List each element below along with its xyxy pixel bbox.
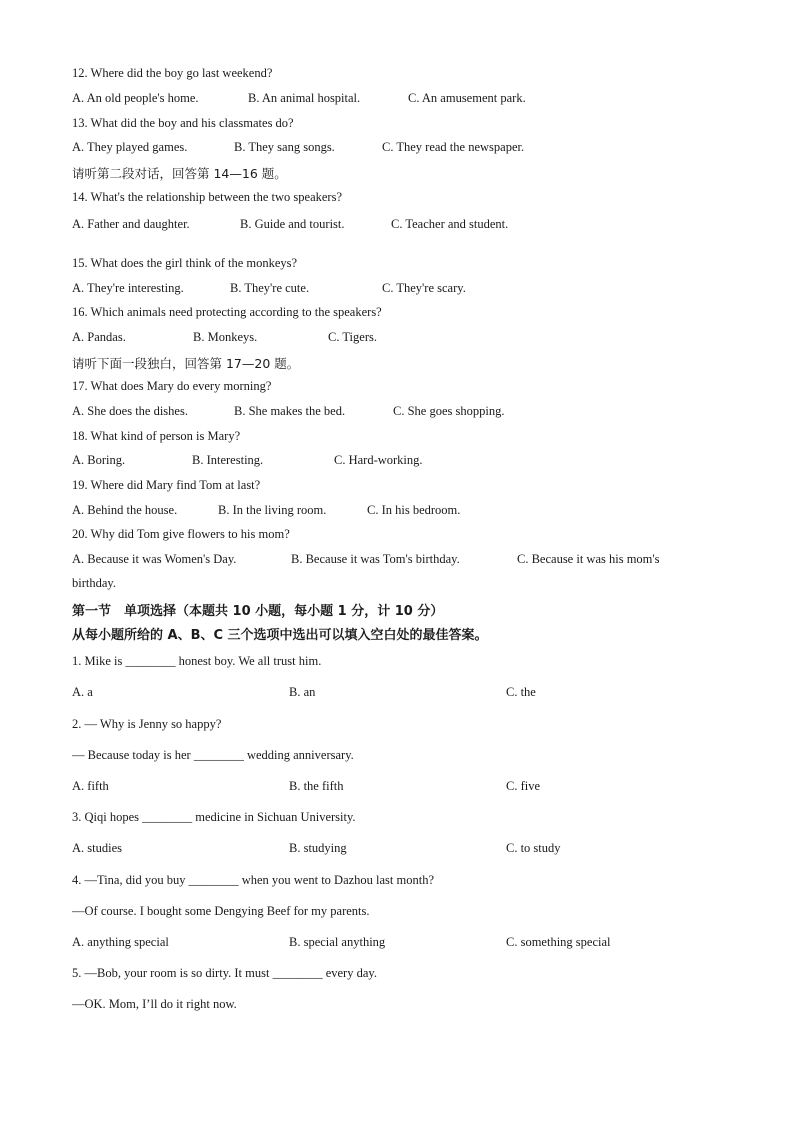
- q15-option-b: B. They're cute.: [230, 281, 310, 295]
- q20-option-b: B. Because it was Tom's birthday.: [291, 552, 460, 566]
- g4-option-b: B. special anything: [289, 935, 386, 949]
- grammar-question-5-reply: —OK. Mom, I’ll do it right now.: [72, 997, 237, 1011]
- q17-option-b: B. She makes the bed.: [234, 404, 346, 418]
- q17-option-a: A. She does the dishes.: [72, 404, 188, 418]
- q14-option-c: C. Teacher and student.: [391, 217, 509, 231]
- g3-option-b: B. studying: [289, 841, 347, 855]
- grammar-question-4-stem: 4. —Tina, did you buy ________ when you went to Dazhou last month?: [72, 873, 435, 887]
- q18-option-c: C. Hard-working.: [334, 453, 423, 467]
- grammar-question-4-reply: —Of course. I bought some Dengying Beef for my parents.: [72, 904, 370, 918]
- grammar-question-5-stem: 5. —Bob, your room is so dirty. It must ________ every day.: [72, 966, 377, 980]
- grammar-question-1-stem: 1. Mike is ________ honest boy. We all trust him.: [72, 654, 322, 668]
- g2-option-a: A. fifth: [72, 779, 109, 793]
- g3-option-a: A. studies: [72, 841, 122, 855]
- g4-option-a: A. anything special: [72, 935, 169, 949]
- g1-option-c: C. the: [506, 685, 536, 699]
- section-2-instruction: 请听第二段对话，回答第 14—16 题。: [72, 166, 287, 181]
- q16-option-b: B. Monkeys.: [193, 330, 258, 344]
- g1-option-b: B. an: [289, 685, 316, 699]
- grammar-question-2-stem: 2. — Why is Jenny so happy?: [72, 717, 222, 731]
- question-12-stem: 12. Where did the boy go last weekend?: [72, 66, 273, 80]
- g2-option-c: C. five: [506, 779, 541, 793]
- q15-option-a: A. They're interesting.: [72, 281, 184, 295]
- question-20-stem: 20. Why did Tom give flowers to his mom?: [72, 527, 290, 541]
- q16-option-a: A. Pandas.: [72, 330, 126, 344]
- q12-option-b: B. An animal hospital.: [248, 91, 361, 105]
- q13-option-a: A. They played games.: [72, 140, 188, 154]
- q13-option-c: C. They read the newspaper.: [382, 140, 525, 154]
- g1-option-a: A. a: [72, 685, 93, 699]
- section-3-instruction: 请听下面一段独白，回答第 17—20 题。: [72, 356, 300, 371]
- question-16-stem: 16. Which animals need protecting according to the speakers?: [72, 305, 382, 319]
- q19-option-c: C. In his bedroom.: [367, 503, 461, 517]
- q19-option-a: A. Behind the house.: [72, 503, 178, 517]
- q20-option-c-continued: birthday.: [72, 576, 116, 590]
- question-17-stem: 17. What does Mary do every morning?: [72, 379, 272, 393]
- g2-option-b: B. the fifth: [289, 779, 344, 793]
- q15-option-c: C. They're scary.: [382, 281, 466, 295]
- question-13-stem: 13. What did the boy and his classmates do?: [72, 116, 294, 130]
- q12-option-a: A. An old people's home.: [72, 91, 199, 105]
- q14-option-b: B. Guide and tourist.: [240, 217, 345, 231]
- q19-option-b: B. In the living room.: [218, 503, 327, 517]
- q17-option-c: C. She goes shopping.: [393, 404, 505, 418]
- q12-option-c: C. An amusement park.: [408, 91, 526, 105]
- g3-option-c: C. to study: [506, 841, 561, 855]
- grammar-question-3-stem: 3. Qiqi hopes ________ medicine in Sichuan University.: [72, 810, 356, 824]
- q20-option-a: A. Because it was Women's Day.: [72, 552, 237, 566]
- section-instruction: 从每小题所给的 A、B、C 三个选项中选出可以填入空白处的最佳答案。: [72, 628, 488, 643]
- q20-option-c: C. Because it was his mom's: [517, 552, 660, 566]
- g4-option-c: C. something special: [506, 935, 611, 949]
- grammar-question-2-reply: — Because today is her ________ wedding anniversary.: [72, 748, 354, 762]
- question-14-stem: 14. What's the relationship between the two speakers?: [72, 190, 342, 204]
- q14-option-a: A. Father and daughter.: [72, 217, 190, 231]
- q13-option-b: B. They sang songs.: [234, 140, 335, 154]
- question-15-stem: 15. What does the girl think of the monkeys?: [72, 256, 298, 270]
- section-title: 第一节 单项选择（本题共 10 小题，每小题 1 分，计 10 分）: [72, 604, 444, 619]
- question-19-stem: 19. Where did Mary find Tom at last?: [72, 478, 261, 492]
- q16-option-c: C. Tigers.: [328, 330, 377, 344]
- q18-option-a: A. Boring.: [72, 453, 126, 467]
- question-18-stem: 18. What kind of person is Mary?: [72, 429, 241, 443]
- q18-option-b: B. Interesting.: [192, 453, 264, 467]
